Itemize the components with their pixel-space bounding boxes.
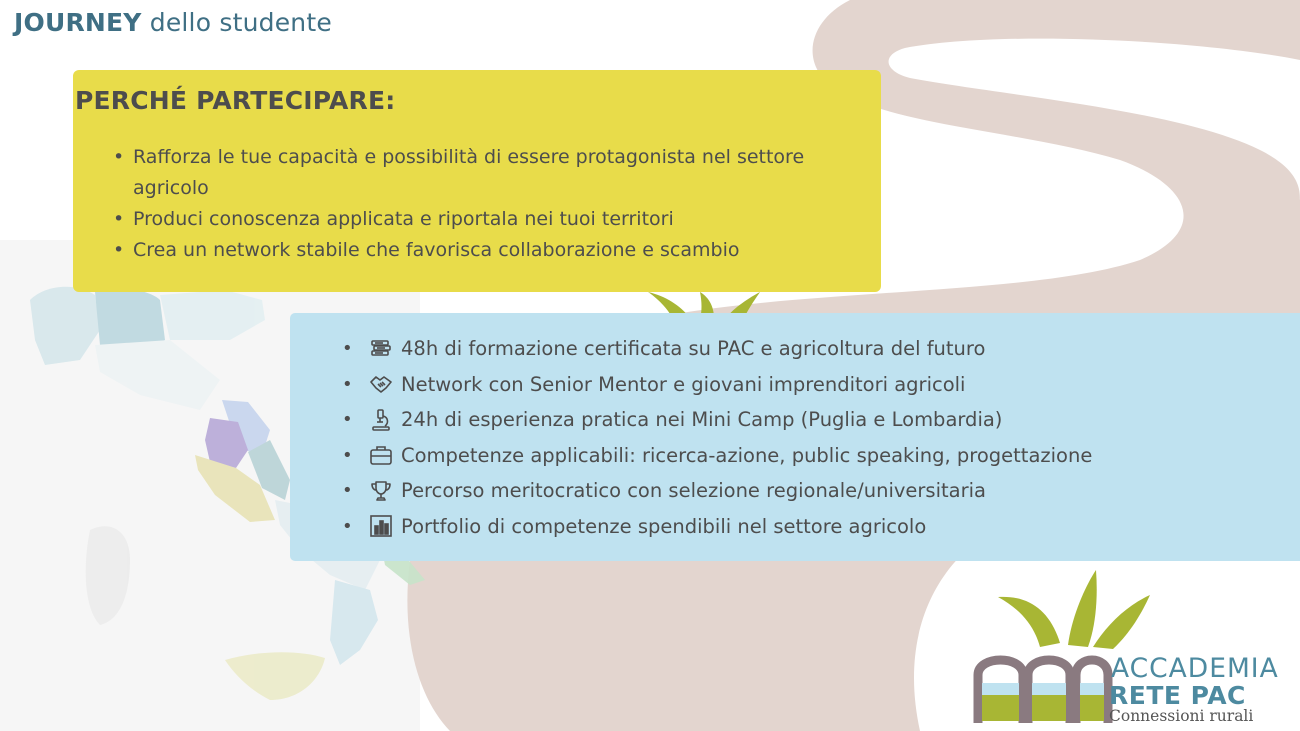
education-icon: [368, 336, 394, 362]
bullet: •: [342, 373, 353, 395]
benefit-item: [342, 367, 1092, 403]
why-participate-box: [73, 70, 881, 292]
handshake-icon: [368, 371, 394, 397]
benefit-item: [342, 473, 1092, 509]
benefits-box: [290, 313, 1300, 561]
page-title-bold: JOURNEY: [14, 8, 142, 37]
why-item: • Produci conoscenza applicata e riportala nei tuoi territori: [113, 204, 833, 235]
page-title-rest: dello studente: [149, 8, 332, 37]
why-item: • Rafforza le tue capacità e possibilità di essere protagonista nel settore agricolo: [113, 142, 833, 204]
benefits-list: [342, 331, 1092, 544]
microscope-icon: [368, 407, 394, 433]
chart-icon: [368, 513, 394, 539]
benefit-text: Competenze applicabili: ricerca-azione, public speaking, progettazione: [401, 443, 1093, 467]
bullet: •: [342, 444, 353, 466]
benefit-text: 48h di formazione certificata su PAC e agricoltura del futuro: [401, 337, 986, 361]
bullet: •: [342, 338, 353, 360]
benefit-text: 24h di esperienza pratica nei Mini Camp (Puglia e Lombardia): [401, 408, 1003, 432]
page-title: [14, 8, 332, 37]
accademia-rete-pac-logo: [968, 565, 1290, 727]
trophy-icon: [368, 478, 394, 504]
benefit-item: [342, 438, 1092, 474]
logo-line-tagline: Connessioni rurali: [1109, 707, 1254, 725]
benefit-text: Network con Senior Mentor e giovani imprenditori agricoli: [401, 372, 966, 396]
logo-line-rete-pac: RETE PAC: [1109, 681, 1246, 710]
benefit-item: [342, 331, 1092, 367]
benefit-text: Percorso meritocratico con selezione regionale/universitaria: [401, 479, 986, 503]
bullet: •: [342, 409, 353, 431]
bullet: •: [342, 480, 353, 502]
logo-line-accademia: ACCADEMIA: [1111, 653, 1279, 684]
benefit-item: [342, 402, 1092, 438]
benefit-item: [342, 509, 1092, 545]
benefit-text: Portfolio di competenze spendibili nel settore agricolo: [401, 514, 927, 538]
why-item: • Crea un network stabile che favorisca collaborazione e scambio: [113, 235, 833, 266]
briefcase-icon: [368, 442, 394, 468]
why-list: [113, 142, 833, 266]
bullet: •: [342, 515, 353, 537]
why-heading: PERCHÉ PARTECIPARE:: [75, 86, 396, 115]
